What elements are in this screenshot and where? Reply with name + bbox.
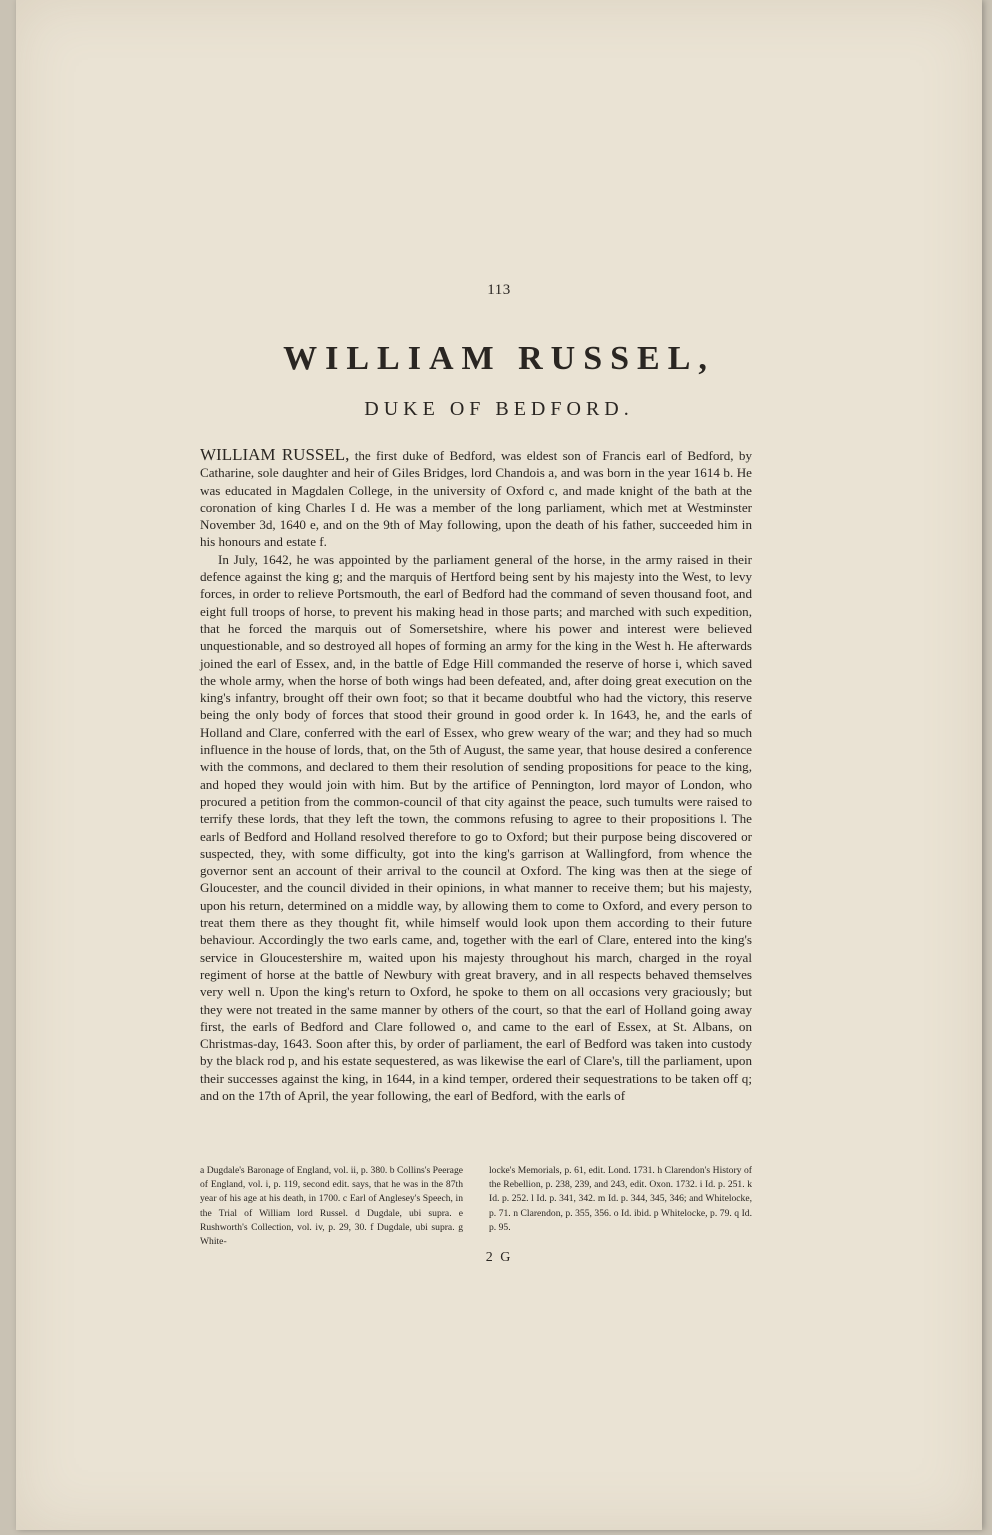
page-number: 113 — [487, 282, 511, 298]
footnotes-right-column: locke's Memorials, p. 61, edit. Lond. 1731. h Clarendon's History of the Rebellion, p. 238, 239, and 243, edit. Oxon. 1732. i Id. p. 251. k Id. p. 252. l Id. p. 341, 342. m Id. p. 344, 345, 346; and Whitelocke, p. 71. n Clarendon, p. 355, 356. o Id. ibid. p Whitelocke, p. 79. q Id. p. 95. — [489, 1165, 752, 1233]
footnotes — [200, 1164, 752, 1249]
footnotes-left-column: a Dugdale's Baronage of England, vol. ii, p. 380. b Collins's Peerage of England, vol. i, p. 119, second edit. says, that he was in the 87th year of his age at his death, in 1700. c Earl of Anglesey's Speech, in the Trial of William lord Russel. d Dugdale, ubi supra. e Rushworth's Collection, vol. iv, p. 29, 30. f Dugdale, ubi supra. g White- — [200, 1165, 463, 1248]
signature-mark: 2 G — [485, 1250, 513, 1265]
page-title: WILLIAM RUSSEL, — [283, 340, 715, 377]
document-page — [16, 0, 982, 1530]
paragraph-1 — [200, 446, 752, 551]
lead-name: WILLIAM RUSSEL, — [200, 445, 350, 464]
body-text — [200, 446, 752, 1104]
paragraph-2: In July, 1642, he was appointed by the parliament general of the horse, in the army raised in their defence against the king g; and the marquis of Hertford being sent by his majesty into the West, to levy forces, in order to relieve Portsmouth, the earl of Bedford had the command of seven thousand foot, and eight full troops of horse, to prevent his making head in those parts; and marched with such expedition, that he forced the marquis out of Somersetshire, where his power and interest were believed unquestionable, and so destroyed all hopes of forming an army for the king in the West h. He afterwards joined the earl of Essex, and, in the battle of Edge Hill commanded the reserve of horse i, which saved the whole army, when the horse of both wings had been defeated, and, after doing great execution on the king's infantry, brought off their own foot; so that it became doubtful who had the victory, this reserve being the only body of forces that stood their ground in good order k. In 1643, he, and the earls of Holland and Clare, conferred with the earl of Essex, who grew weary of the war; and they had so much influence in the house of lords, that, on the 5th of August, the same year, that house desired a conference with the commons, and declared to them their resolution of sending propositions for peace to the king, and hoped they would join with him. But by the artifice of Pennington, lord mayor of London, who procured a petition from the common-council of that city against the peace, such tumults were raised to terrify these lords, that they left the town, the commons refusing to agree to their propositions l. The earls of Bedford and Holland resolved therefore to go to Oxford; but their purpose being discovered or suspected, they, with some difficulty, got into the king's garrison at Wallingford, from whence the governor sent an account of their arrival to the council at Oxford. The king was then at the siege of Gloucester, and the council divided in their opinions, in what manner to receive them; but his majesty, upon his return, determined on a middle way, by allowing them to come to Oxford, and every person to treat them there as they thought fit, while himself would look upon them according to their future behaviour. Accordingly the two earls came, and, together with the earl of Clare, entered into the king's service in Gloucestershire m, waited upon his majesty throughout his march, charged in the royal regiment of horse at the battle of Newbury with great bravery, and in all respects behaved themselves very well n. Upon the king's return to Oxford, he spoke to them on all occasions very graciously; but they were not treated in the same manner by others of the court, so that the earl of Holland going away first, the earls of Bedford and Clare followed o, and came to the earl of Essex, at St. Albans, on Christmas-day, 1643. Soon after this, by order of parliament, the earl of Bedford was taken into custody by the black rod p, and his estate sequestered, as was likewise the earl of Clare's, till the parliament, upon their successes against the king, in 1644, in a kind temper, ordered their sequestrations to be taken off q; and on the 17th of April, the year following, the earl of Bedford, with the earls of — [200, 551, 752, 1103]
paragraph-1-text: the first duke of Bedford, was eldest son of Francis earl of Bedford, by Catharine, sole daughter and heir of Giles Bridges, lord Chandois a, and was born in the year 1614 b. He was educated in Magdalen College, in the university of Oxford c, and made knight of the bath at the coronation of king Charles I d. He was a member of the long parliament, which met at Westminster November 3d, 1640 e, and on the 9th of May following, upon the death of his father, succeeded him in his honours and estate f. — [200, 448, 752, 550]
page-subtitle: DUKE OF BEDFORD. — [364, 398, 634, 420]
